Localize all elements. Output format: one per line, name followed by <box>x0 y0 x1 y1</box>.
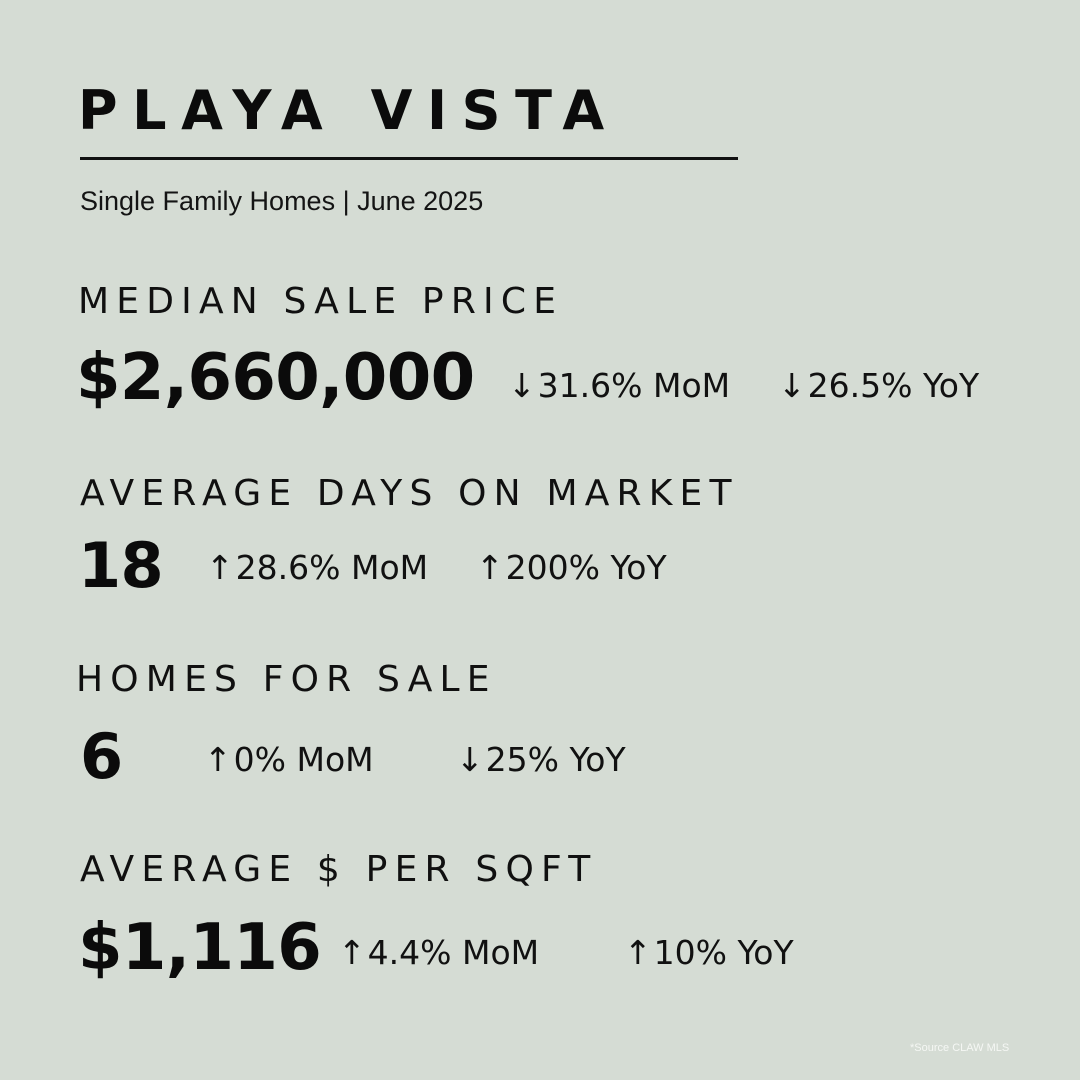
median-sale-price-label: MEDIAN SALE PRICE <box>78 281 564 322</box>
yoy-change-text: 25% YoY <box>485 740 626 779</box>
days-on-market-mom <box>206 548 428 588</box>
price-per-sqft-yoy <box>624 933 794 973</box>
homes-for-sale-mom <box>204 740 374 780</box>
median-sale-price-value: $2,660,000 <box>76 341 475 415</box>
mom-change-text: 4.4% MoM <box>367 933 540 972</box>
homes-for-sale-label: HOMES FOR SALE <box>76 659 497 700</box>
price-per-sqft-mom <box>338 933 539 973</box>
homes-for-sale-yoy <box>456 740 626 780</box>
price-per-sqft-value: $1,116 <box>78 911 322 985</box>
yoy-change-text: 200% YoY <box>505 548 667 587</box>
arrow-down-icon: ↓ <box>778 366 806 405</box>
arrow-up-icon: ↑ <box>206 548 234 587</box>
homes-for-sale-value: 6 <box>80 720 123 793</box>
source-note: *Source CLAW MLS <box>910 1042 1010 1054</box>
days-on-market-label: AVERAGE DAYS ON MARKET <box>80 473 739 514</box>
yoy-change-text: 10% YoY <box>653 933 794 972</box>
arrow-down-icon: ↓ <box>508 366 536 405</box>
arrow-up-icon: ↑ <box>338 933 366 972</box>
title-divider <box>80 157 738 160</box>
median-sale-price-yoy <box>778 366 979 406</box>
price-per-sqft-label: AVERAGE $ PER SQFT <box>80 849 598 890</box>
mom-change-text: 0% MoM <box>233 740 374 779</box>
arrow-up-icon: ↑ <box>476 548 504 587</box>
subtitle: Single Family Homes | June 2025 <box>80 186 484 216</box>
arrow-up-icon: ↑ <box>204 740 232 779</box>
arrow-down-icon: ↓ <box>456 740 484 779</box>
mom-change-text: 28.6% MoM <box>235 548 429 587</box>
median-sale-price-mom <box>508 366 730 406</box>
days-on-market-yoy <box>476 548 667 588</box>
yoy-change-text: 26.5% YoY <box>807 366 980 405</box>
days-on-market-value: 18 <box>78 529 164 602</box>
mom-change-text: 31.6% MoM <box>537 366 731 405</box>
page-title: PLAYA VISTA <box>78 79 619 142</box>
arrow-up-icon: ↑ <box>624 933 652 972</box>
